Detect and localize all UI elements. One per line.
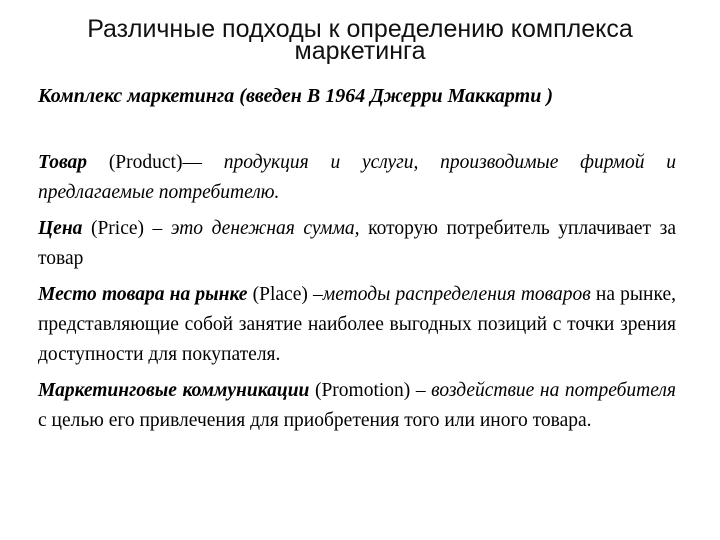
product-definition (38, 148, 676, 208)
place-english: (Place) – (247, 284, 323, 305)
promotion-text-italic: воздействие на потребителя (431, 380, 676, 401)
slide-title-line2: маркетинга (294, 37, 426, 65)
promotion-definition (38, 376, 676, 436)
product-text: продукция и услуги, производимые фирмой и предлагаемые потребителю. (38, 152, 676, 203)
price-definition (38, 214, 676, 274)
product-english: (Product)— (87, 152, 224, 173)
slide-title (40, 15, 680, 65)
promotion-term: Маркетинговые коммуникации (38, 380, 310, 401)
slide-title-line1: Различные подходы к определению комплекса (87, 15, 633, 43)
place-term: Место товара на рынке (38, 284, 248, 305)
price-english: (Price) – (82, 218, 171, 239)
marketing-mix-heading: Комплекс маркетинга (введен В 1964 Джерри Маккарти ) (38, 85, 553, 107)
place-text-italic: методы распределения товаров (322, 284, 591, 305)
price-text-italic: это денежная сумма, (170, 218, 360, 239)
promotion-english: (Promotion) – (309, 380, 432, 401)
price-term: Цена (38, 218, 83, 239)
definitions-body (38, 148, 676, 442)
promotion-text: с целью его привлечения для приобретения того или иного товара. (38, 410, 592, 431)
product-term: Товар (38, 152, 88, 173)
place-text: на рынке, представляющие собой занятие наиболее выгодных позиций с точки зрения доступности для покупателя. (38, 284, 676, 365)
place-definition (38, 280, 676, 370)
price-text: которую потребитель уплачивает за товар (38, 218, 676, 269)
